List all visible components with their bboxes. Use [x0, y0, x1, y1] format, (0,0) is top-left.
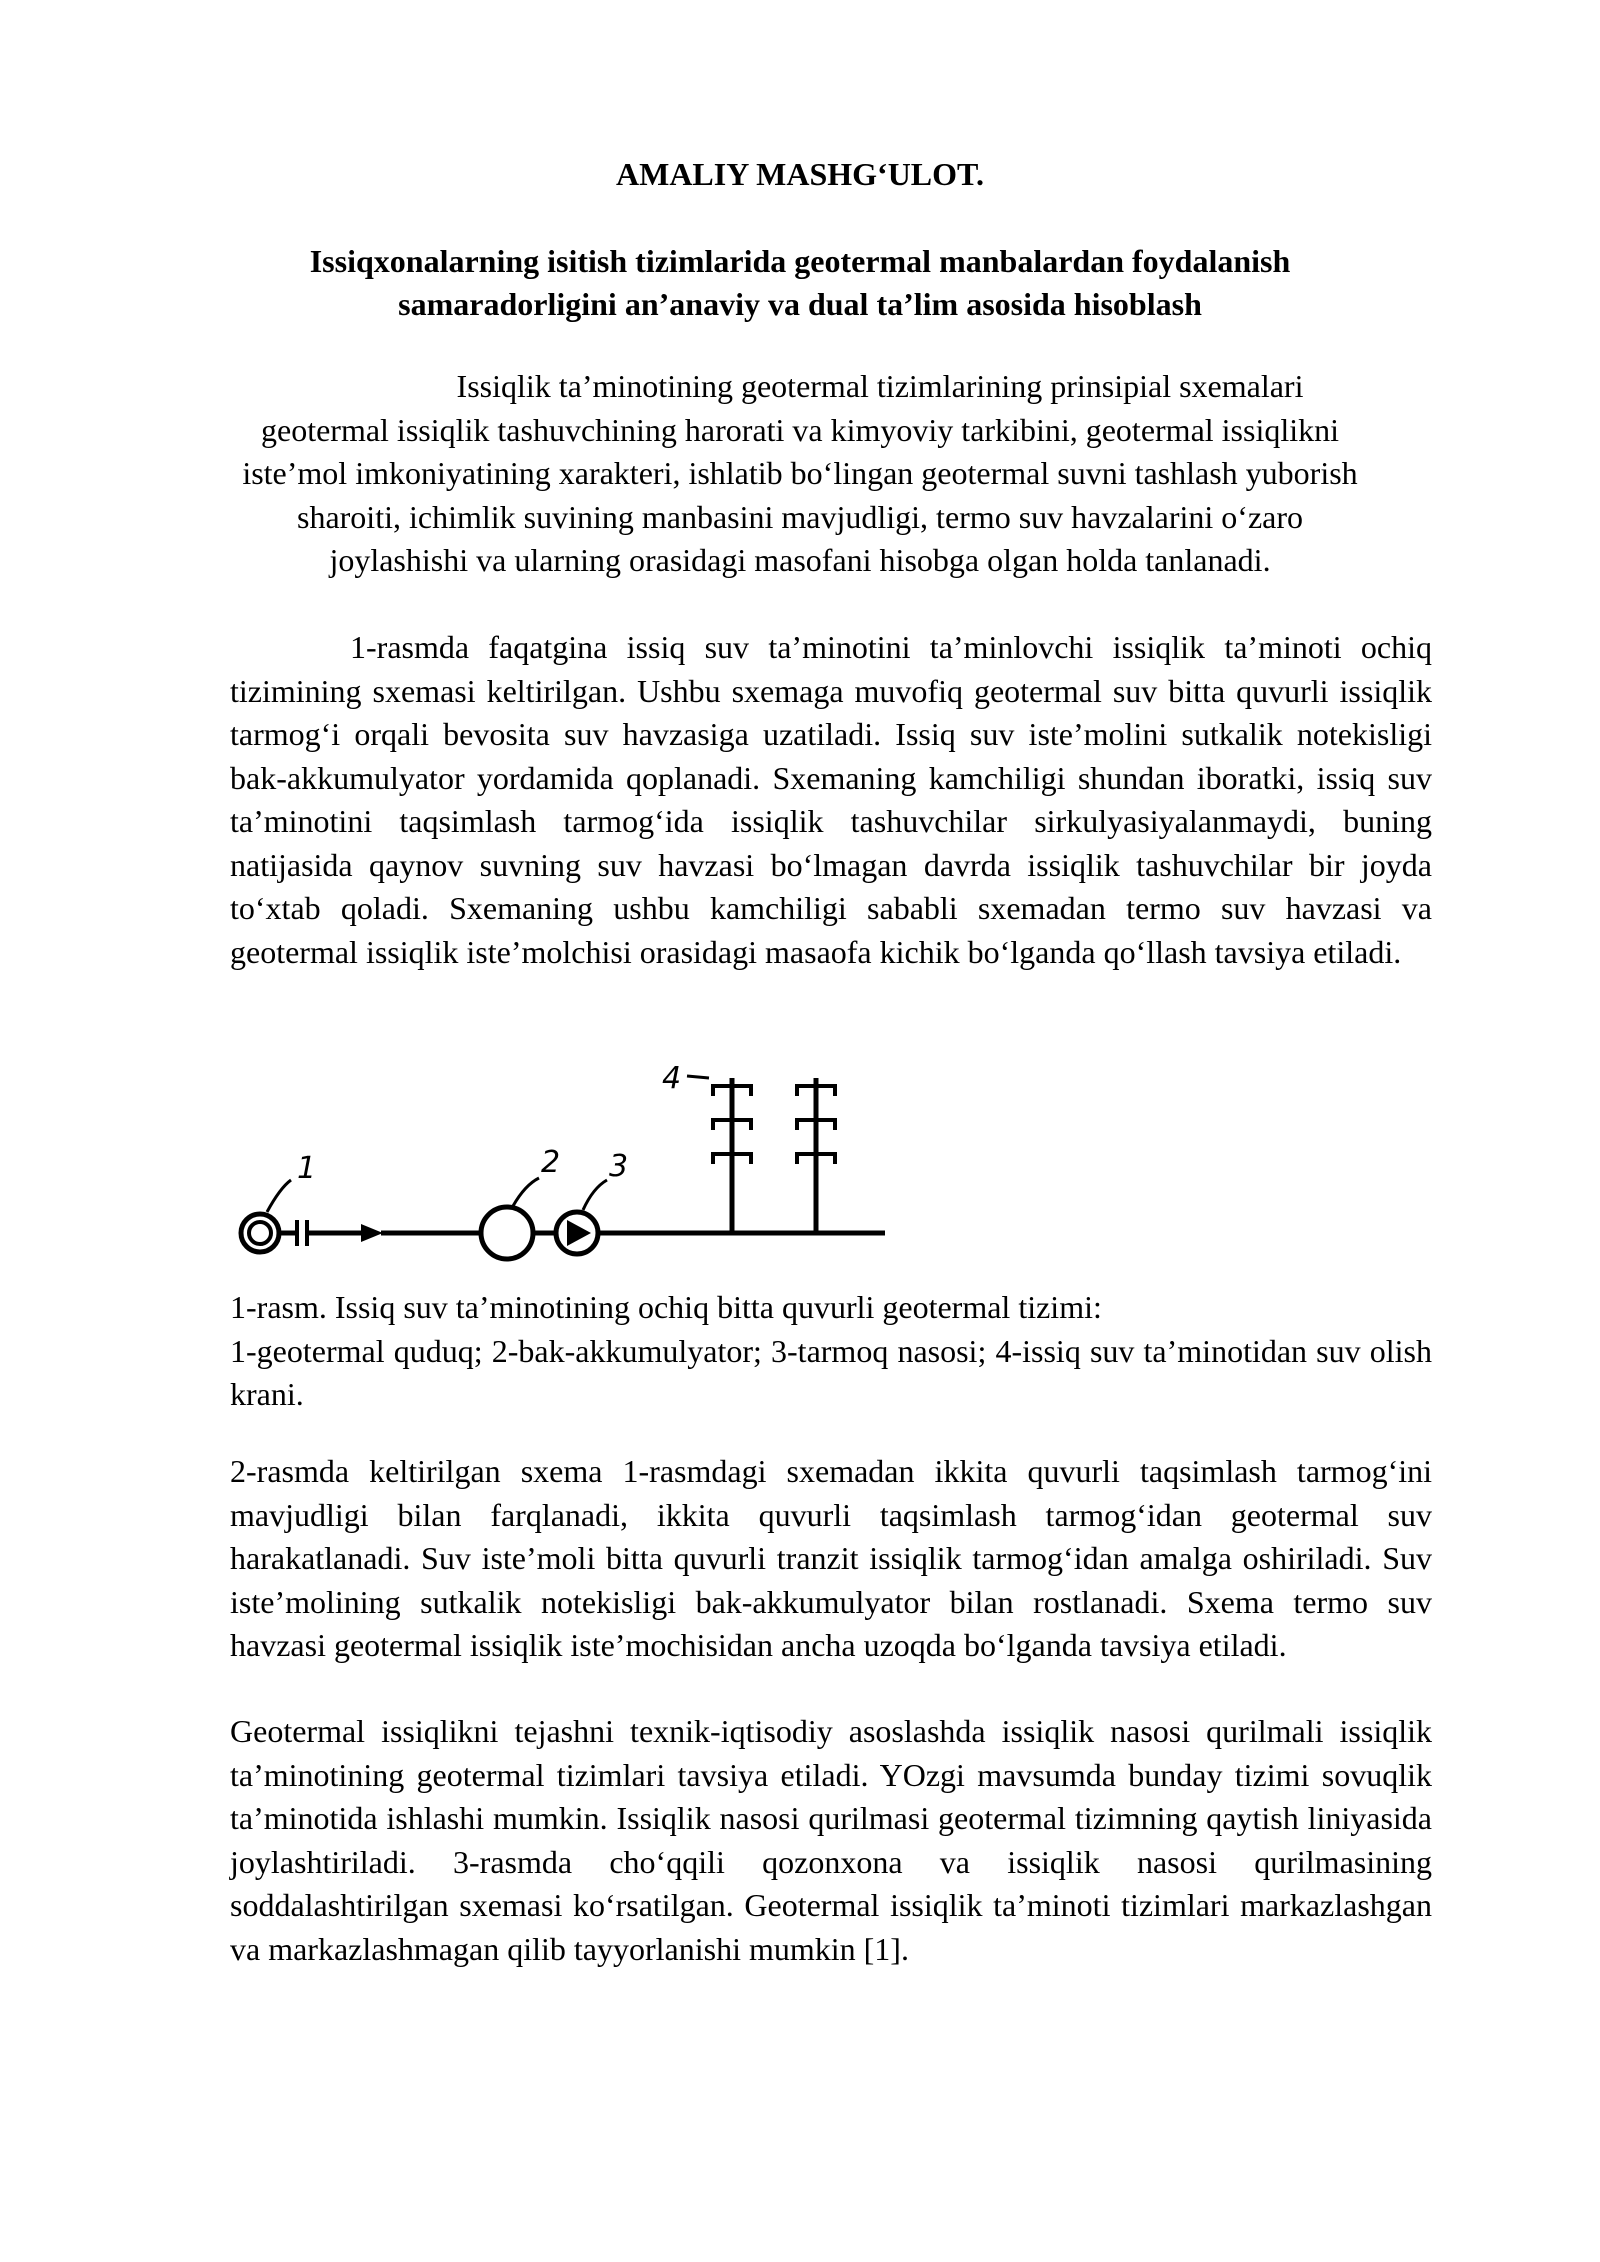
- accumulator-tank-symbol: [481, 1207, 533, 1259]
- figure-1-caption: [230, 1286, 1432, 1417]
- figure-label-3: 3: [609, 1149, 629, 1184]
- intro-paragraph: [230, 365, 1370, 583]
- network-pump-symbol: [556, 1212, 598, 1254]
- water-taps: [711, 1078, 837, 1233]
- figure-label-4: 4: [662, 1061, 682, 1096]
- paragraph-1: [230, 626, 1432, 974]
- figure-label-1: 1: [297, 1151, 317, 1186]
- intro-paragraph-text: Issiqlik ta’minotining geotermal tizimlarining prinsipial sxemalari geotermal issiqlik tashuvchining harorati va kimyoviy tarkibini, geotermal issiqlikni iste’mol imkoniyatining xarakteri, ishlatib bo‘lingan geotermal suvni tashlash yuborish sharoiti, ichimlik suvining manbasini mavjudligi, termo suv havzalarini o‘zaro joylashishi va ularning orasidagi masofani hisobga olgan holda tanlanadi.: [242, 368, 1358, 578]
- caption-title: 1-rasm. Issiq suv ta’minotining ochiq bitta quvurli geotermal tizimi:: [230, 1289, 1102, 1325]
- figure-label-2: 2: [541, 1145, 561, 1180]
- figure-1-diagram: [225, 1060, 905, 1290]
- caption-legend: 1-geotermal quduq; 2-bak-akkumulyator; 3-tarmoq nasosi; 4-issiq suv ta’minotidan suv olish krani.: [230, 1332, 1432, 1412]
- page-title: AMALIY MASHG‘ULOT.: [616, 156, 984, 192]
- page-subtitle: Issiqxonalarning isitish tizimlarida geotermal manbalardan foydalanish samaradorligini an’anaviy va dual ta’lim asosida hisoblash: [309, 243, 1291, 322]
- paragraph-1-text: 1-rasmda faqatgina issiq suv ta’minotini ta’minlovchi issiqlik ta’minoti ochiq tizimining sxemasi keltirilgan. Ushbu sxemaga muvofiq geotermal suv bitta quvurli issiqlik tarmog‘i orqali bevosita suv havzasiga uzatiladi. Issiq suv iste’molini sutkalik notekisligi bak-akkumulyator yordamida qoplanadi. Sxemaning kamchiligi shundan iboratki, issiq suv ta’minotini taqsimlash tarmog‘ida issiqlik tashuvchilar sirkulyasiyalanmaydi, buning natijasida qaynov suvning suv havzasi bo‘lmagan davrda issiqlik tashuvchilar bir joyda to‘xtab qoladi. Sxemaning ushbu kamchiligi sababli sxemadan termo suv havzasi va geotermal issiqlik iste’molchisi orasidagi masaofa kichik bo‘lganda qo‘llash tavsiya etiladi.: [230, 629, 1432, 970]
- leader-lines: [267, 1076, 709, 1212]
- paragraph-3: Geotermal issiqlikni tejashni texnik-iqtisodiy asoslashda issiqlik nasosi qurilmali issiqlik ta’minotining geotermal tizimlari tavsiya etiladi. YOzgi mavsumda bunday tizimi sovuqlik ta’minotida ishlashi mumkin. Issiqlik nasosi qurilmasi geotermal tizimning qaytish liniyasida joylashtiriladi. 3-rasmda cho‘qqili qozonxona va issiqlik nasosi qurilmasining soddalashtirilgan sxemasi ko‘rsatilgan. Geotermal issiqlik ta’minoti tizimlari markazlashgan va markazlashmagan qilib tayyorlanishi mumkin [1].: [230, 1713, 1432, 1967]
- paragraph-2: 2-rasmda keltirilgan sxema 1-rasmdagi sxemadan ikkita quvurli taqsimlash tarmog‘ini mavjudligi bilan farqlanadi, ikkita quvurli taqsimlash tarmog‘idan geotermal suv harakatlanadi. Suv iste’moli bitta quvurli tranzit issiqlik tarmog‘idan amalga oshiriladi. Suv iste’molining sutkalik notekisligi bak-akkumulyator bilan rostlanadi. Sxema termo suv havzasi geotermal issiqlik iste’mochisidan ancha uzoqda bo‘lganda tavsiya etiladi.: [230, 1453, 1432, 1663]
- geothermal-well-symbol: [241, 1214, 279, 1252]
